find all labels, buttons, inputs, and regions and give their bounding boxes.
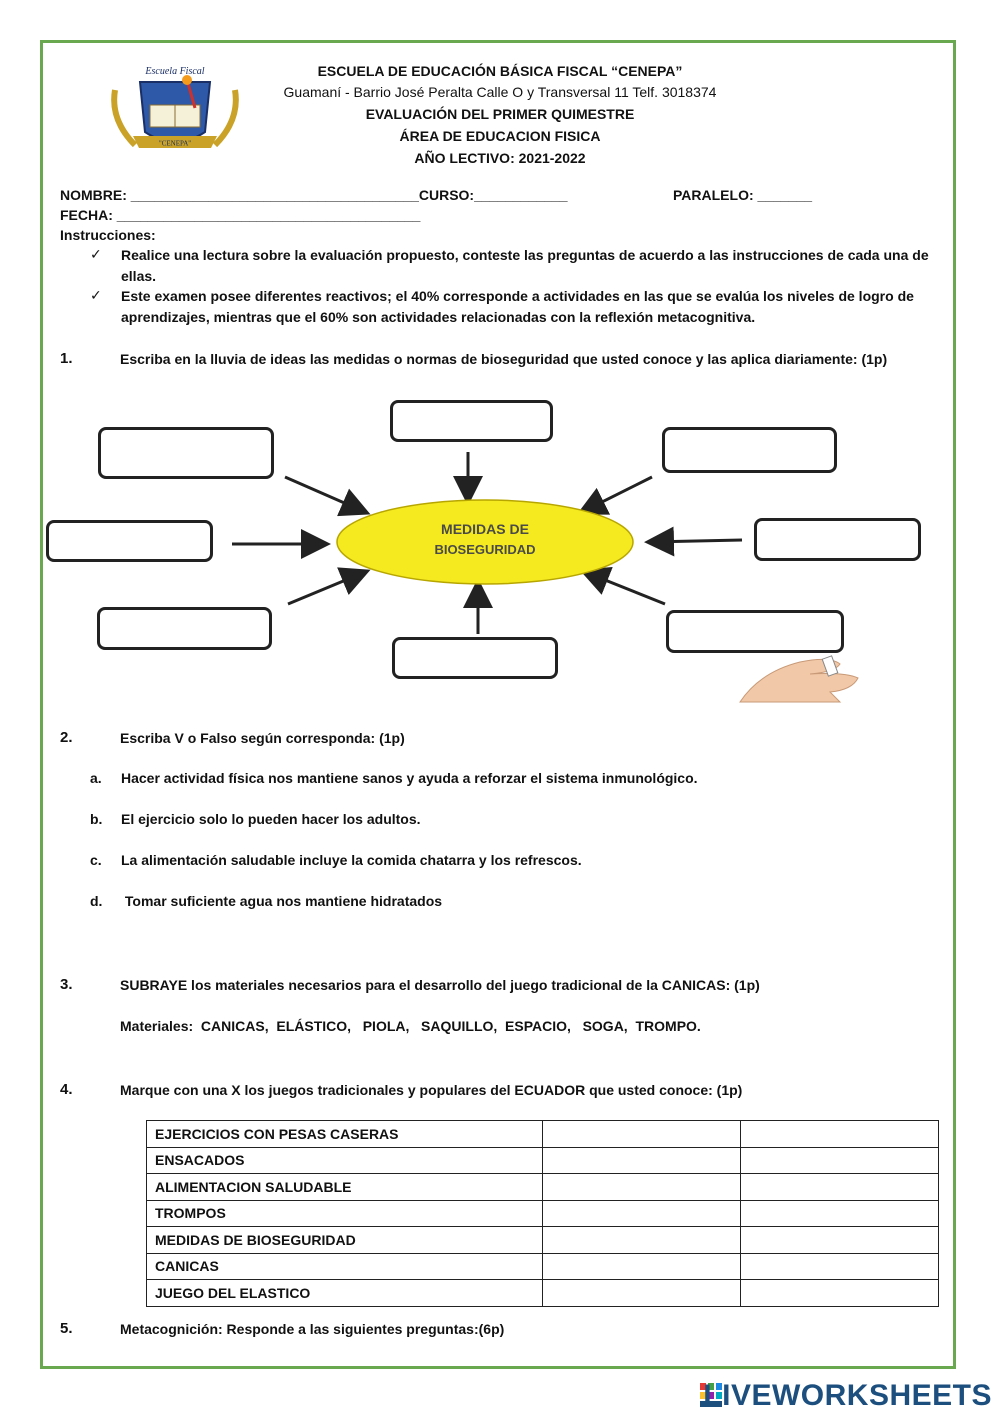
mark-cell[interactable]	[542, 1174, 741, 1201]
mark-cell[interactable]	[542, 1227, 741, 1254]
svg-text:"CENEPA": "CENEPA"	[158, 139, 192, 148]
instruction-item: Este examen posee diferentes reactivos; el 40% corresponde a actividades en las que se evalúa los niveles de logro de aprendizajes, mientras que el 60% son actividades relacionadas con la reflexión metacognitiva.	[121, 288, 914, 325]
q1-number: 1.	[60, 350, 73, 367]
arrow-right	[650, 540, 742, 542]
q4-text: Marque con una X los juegos tradicionales y populares del ECUADOR que usted conoce: (1p)	[120, 1082, 743, 1098]
center-label-line1: MEDIDAS DE	[441, 521, 529, 537]
mark-cell[interactable]	[741, 1227, 939, 1254]
arrow-bottom-right	[585, 572, 665, 604]
idea-box-left[interactable]	[46, 520, 213, 562]
q2-item-letter: c.	[90, 852, 102, 868]
q1-text: Escriba en la lluvia de ideas las medidas o normas de bioseguridad que usted conoce y las aplica diariamente: (1p)	[120, 351, 888, 367]
school-year: AÑO LECTIVO: 2021-2022	[414, 150, 586, 166]
center-label-line2: BIOSEGURIDAD	[434, 542, 536, 557]
idea-box-right[interactable]	[754, 518, 921, 561]
idea-box-top-right[interactable]	[662, 427, 837, 473]
q3-text: SUBRAYE los materiales necesarios para el desarrollo del juego tradicional de la CANICAS: (1p)	[120, 977, 760, 993]
q2-item-letter: a.	[90, 770, 102, 786]
table-row	[147, 1121, 939, 1148]
q3-materials[interactable]: Materiales: CANICAS, ELÁSTICO, PIOLA, SAQUILLO, ESPACIO, SOGA, TROMPO.	[120, 1018, 701, 1034]
mark-cell[interactable]	[542, 1280, 741, 1307]
game-name: ALIMENTACION SALUDABLE	[147, 1174, 543, 1201]
mark-cell[interactable]	[542, 1200, 741, 1227]
table-row	[147, 1253, 939, 1280]
q2-item-text: El ejercicio solo lo pueden hacer los adultos.	[121, 811, 421, 827]
instructions-label: Instrucciones:	[60, 227, 156, 243]
brainstorm-diagram	[40, 372, 940, 707]
table-row	[147, 1227, 939, 1254]
game-name: MEDIDAS DE BIOSEGURIDAD	[147, 1227, 543, 1254]
game-name: EJERCICIOS CON PESAS CASERAS	[147, 1121, 543, 1148]
school-logo	[105, 60, 245, 160]
arrow-top-left	[285, 477, 365, 512]
game-name: JUEGO DEL ELASTICO	[147, 1280, 543, 1307]
q5-number: 5.	[60, 1320, 73, 1337]
table-row	[147, 1200, 939, 1227]
idea-box-bottom[interactable]	[392, 637, 558, 679]
svg-text:Escuela Fiscal: Escuela Fiscal	[145, 66, 205, 77]
date-field[interactable]: FECHA: _______________________________________	[60, 207, 421, 223]
q2-number: 2.	[60, 729, 73, 746]
instruction-item: Realice una lectura sobre la evaluación propuesto, conteste las preguntas de acuerdo a las instrucciones de cada una de ellas.	[121, 247, 929, 284]
q2-item-letter: b.	[90, 811, 103, 827]
idea-box-bottom-left[interactable]	[97, 607, 272, 650]
mark-cell[interactable]	[542, 1147, 741, 1174]
games-table	[146, 1120, 939, 1307]
school-name: ESCUELA DE EDUCACIÓN BÁSICA FISCAL “CENEPA”	[317, 63, 683, 79]
paralelo-field[interactable]: PARALELO: _______	[673, 187, 813, 203]
game-name: ENSACADOS	[147, 1147, 543, 1174]
school-address: Guamaní - Barrio José Peralta Calle O y Transversal 11 Telf. 3018374	[283, 84, 717, 100]
q2-item-text: La alimentación saludable incluye la comida chatarra y los refrescos.	[121, 852, 582, 868]
mark-cell[interactable]	[741, 1121, 939, 1148]
game-name: CANICAS	[147, 1253, 543, 1280]
mark-cell[interactable]	[741, 1280, 939, 1307]
q2-item-text: Hacer actividad física nos mantiene sanos y ayuda a reforzar el sistema inmunológico.	[121, 770, 698, 786]
mark-cell[interactable]	[741, 1147, 939, 1174]
table-row	[147, 1147, 939, 1174]
liveworksheets-brand[interactable]: LIVEWORKSHEETS	[703, 1379, 992, 1412]
q2-text: Escriba V o Falso según corresponda: (1p)	[120, 730, 405, 746]
exam-title: EVALUACIÓN DEL PRIMER QUIMESTRE	[365, 106, 635, 122]
arrow-bottom-left	[288, 572, 365, 604]
arrow-top-right	[582, 477, 652, 512]
mark-cell[interactable]	[542, 1253, 741, 1280]
q2-item-letter: d.	[90, 893, 103, 909]
q5-text: Metacognición: Responde a las siguientes preguntas:(6p)	[120, 1321, 505, 1337]
idea-box-bottom-right[interactable]	[666, 610, 844, 653]
check-icon: ✓	[90, 246, 102, 262]
game-name: TROMPOS	[147, 1200, 543, 1227]
idea-box-top[interactable]	[390, 400, 553, 442]
name-course-field[interactable]: NOMBRE: _____________________________________CURSO:____________	[60, 187, 568, 203]
mark-cell[interactable]	[741, 1253, 939, 1280]
table-row	[147, 1280, 939, 1307]
q3-number: 3.	[60, 976, 73, 993]
mark-cell[interactable]	[741, 1174, 939, 1201]
mark-cell[interactable]	[741, 1200, 939, 1227]
q4-number: 4.	[60, 1081, 73, 1098]
check-icon: ✓	[90, 287, 102, 303]
mark-cell[interactable]	[542, 1121, 741, 1148]
hand-illustration	[740, 659, 858, 702]
idea-box-top-left[interactable]	[98, 427, 274, 479]
subject-area: ÁREA DE EDUCACION FISICA	[399, 128, 601, 144]
q2-item-text: Tomar suficiente agua nos mantiene hidratados	[121, 893, 443, 909]
table-row	[147, 1174, 939, 1201]
